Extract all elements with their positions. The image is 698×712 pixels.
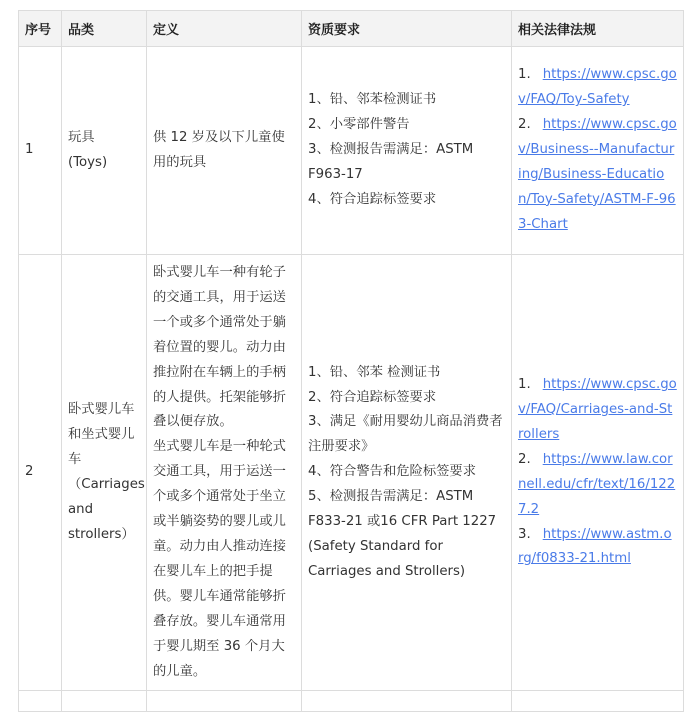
header-category: 品类: [62, 11, 147, 47]
row-category: [62, 47, 147, 255]
category-name: 玩具: [68, 129, 95, 145]
law-item: [518, 523, 677, 573]
law-number: 1.: [518, 377, 531, 393]
category-name: 卧式婴儿车和坐式婴儿车: [68, 401, 135, 467]
law-link[interactable]: https://www.cpsc.gov/FAQ/Toy-Safety: [518, 67, 677, 108]
requirement-item: 3、满足《耐用婴幼儿商品消费者注册要求》: [308, 414, 503, 455]
row-category: [62, 255, 147, 691]
law-number: 3.: [518, 526, 531, 542]
row-requirements: [302, 47, 512, 255]
law-item: [518, 448, 677, 523]
table-row: [19, 691, 684, 712]
regulations-table-container: [18, 10, 683, 710]
law-link[interactable]: https://www.astm.org/f0833-21.html: [518, 526, 672, 567]
law-number: 2.: [518, 117, 531, 133]
requirement-item: 2、小零部件警告: [308, 117, 410, 133]
requirement-item: 3、检测报告需满足：ASTM F963-17: [308, 142, 474, 182]
table-row: [19, 255, 684, 691]
law-number: 1.: [518, 67, 531, 83]
table-row: [19, 47, 684, 255]
category-english: （Carriages and strollers）: [68, 476, 145, 542]
law-item: [518, 63, 677, 113]
row-index: 1: [19, 47, 62, 255]
definition-paragraph: 坐式婴儿车是一种轮式交通工具，用于运送一个或多个通常处于坐立或半躺姿势的婴儿或儿童。动力由人推动连接在婴儿车上的把手提供。婴儿车通常能够折叠存放。婴儿车通常用于婴儿期至 36 个月大的儿童。: [153, 439, 286, 679]
requirement-item: 1、铅、邻苯检测证书: [308, 92, 437, 108]
requirement-item: 4、符合追踪标签要求: [308, 191, 437, 207]
law-link[interactable]: https://www.law.cornell.edu/cfr/text/16/1227.2: [518, 451, 676, 517]
header-requirements: 资质要求: [302, 11, 512, 47]
requirement-item: 1、铅、邻苯 检测证书: [308, 364, 441, 380]
law-item: [518, 373, 677, 448]
row-definition: [147, 255, 302, 691]
category-english: (Toys): [68, 154, 108, 170]
law-link[interactable]: https://www.cpsc.gov/FAQ/Carriages-and-Strollers: [518, 377, 677, 442]
header-index: 序号: [19, 11, 62, 47]
law-number: 2.: [518, 451, 531, 467]
row-definition: 供 12 岁及以下儿童使用的玩具: [147, 47, 302, 255]
law-link[interactable]: https://www.cpsc.gov/Business--Manufacturing/Business-Education/Toy-Safety/ASTM-F-963-Chart: [518, 117, 677, 232]
row-index: 2: [19, 255, 62, 691]
row-laws: [512, 47, 684, 255]
regulations-table: [18, 10, 684, 712]
header-definition: 定义: [147, 11, 302, 47]
requirement-item: 5、检测报告需满足：ASTM F833-21 或16 CFR Part 1227 (Safety Standard for Carriages and Strollers): [308, 489, 497, 579]
row-laws: [512, 255, 684, 691]
law-item: [518, 113, 677, 238]
header-laws: 相关法律法规: [512, 11, 684, 47]
requirement-item: 4、符合警告和危险标签要求: [308, 464, 477, 480]
table-header-row: [19, 11, 684, 47]
row-requirements: [302, 255, 512, 691]
requirement-item: 2、符合追踪标签要求: [308, 389, 437, 405]
definition-paragraph: 卧式婴儿车一种有轮子的交通工具，用于运送一个或多个通常处于躺着位置的婴儿。动力由推拉附在车辆上的手柄的人提供。托架能够折叠以便存放。: [153, 265, 286, 430]
